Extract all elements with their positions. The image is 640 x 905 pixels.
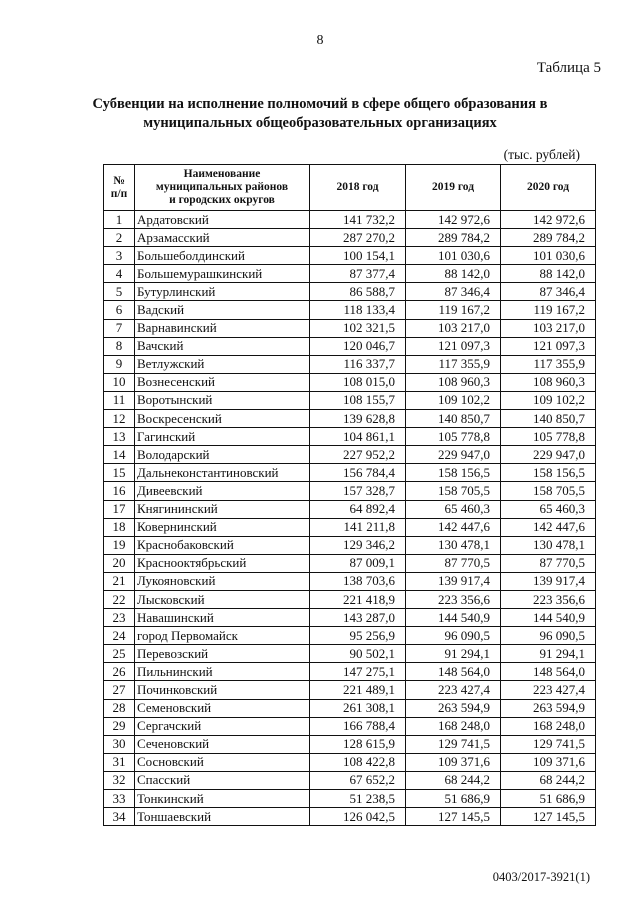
table-row <box>104 808 596 826</box>
value-2019-cell: 65 460,3 <box>406 500 501 518</box>
value-2020-cell: 87 770,5 <box>501 554 596 572</box>
value-2019-cell: 289 784,2 <box>406 229 501 247</box>
value-2020-cell: 121 097,3 <box>501 337 596 355</box>
table-label: Таблица 5 <box>536 60 601 76</box>
row-number-cell: 3 <box>104 247 135 265</box>
table-row <box>104 283 596 301</box>
value-2018-cell: 166 788,4 <box>310 717 406 735</box>
value-2019-cell: 223 427,4 <box>406 681 501 699</box>
table-header-row <box>104 165 596 211</box>
value-2020-cell: 229 947,0 <box>501 446 596 464</box>
units-label: (тыс. рублей) <box>503 147 580 162</box>
row-number-cell: 23 <box>104 609 135 627</box>
district-name-cell: Перевозский <box>135 645 310 663</box>
table-row <box>104 500 596 518</box>
table-row <box>104 428 596 446</box>
value-2019-cell: 109 102,2 <box>406 391 501 409</box>
row-number-cell: 31 <box>104 753 135 771</box>
district-name-cell: Воротынский <box>135 391 310 409</box>
district-name-cell: Ковернинский <box>135 518 310 536</box>
value-2020-cell: 91 294,1 <box>501 645 596 663</box>
district-name-cell: Лысковский <box>135 590 310 608</box>
value-2018-cell: 104 861,1 <box>310 428 406 446</box>
table-row <box>104 753 596 771</box>
value-2018-cell: 221 418,9 <box>310 590 406 608</box>
value-2018-cell: 108 155,7 <box>310 391 406 409</box>
row-number-cell: 28 <box>104 699 135 717</box>
value-2019-cell: 263 594,9 <box>406 699 501 717</box>
value-2020-cell: 51 686,9 <box>501 790 596 808</box>
table-row <box>104 265 596 283</box>
value-2019-cell: 148 564,0 <box>406 663 501 681</box>
page-number: 8 <box>316 33 324 48</box>
row-number-cell: 8 <box>104 337 135 355</box>
district-name-cell: Тоншаевский <box>135 808 310 826</box>
table-row <box>104 536 596 554</box>
value-2019-cell: 142 447,6 <box>406 518 501 536</box>
district-name-cell: Арзамасский <box>135 229 310 247</box>
row-number-cell: 12 <box>104 410 135 428</box>
header-2020: 2020 год <box>501 165 596 211</box>
value-2018-cell: 221 489,1 <box>310 681 406 699</box>
district-name-cell: Варнавинский <box>135 319 310 337</box>
value-2018-cell: 95 256,9 <box>310 627 406 645</box>
row-number-cell: 24 <box>104 627 135 645</box>
table-row <box>104 735 596 753</box>
row-number-cell: 9 <box>104 355 135 373</box>
table-row <box>104 373 596 391</box>
value-2020-cell: 127 145,5 <box>501 808 596 826</box>
value-2018-cell: 86 588,7 <box>310 283 406 301</box>
row-number-cell: 10 <box>104 373 135 391</box>
value-2018-cell: 64 892,4 <box>310 500 406 518</box>
value-2020-cell: 142 447,6 <box>501 518 596 536</box>
row-number-cell: 15 <box>104 464 135 482</box>
value-2019-cell: 127 145,5 <box>406 808 501 826</box>
value-2018-cell: 120 046,7 <box>310 337 406 355</box>
value-2019-cell: 87 346,4 <box>406 283 501 301</box>
row-number-cell: 11 <box>104 391 135 409</box>
value-2020-cell: 129 741,5 <box>501 735 596 753</box>
row-number-cell: 14 <box>104 446 135 464</box>
district-name-cell: Краснобаковский <box>135 536 310 554</box>
district-name-cell: Гагинский <box>135 428 310 446</box>
value-2018-cell: 141 732,2 <box>310 211 406 229</box>
district-name-cell: Сергачский <box>135 717 310 735</box>
value-2019-cell: 142 972,6 <box>406 211 501 229</box>
value-2018-cell: 116 337,7 <box>310 355 406 373</box>
table-row <box>104 717 596 735</box>
row-number-cell: 7 <box>104 319 135 337</box>
value-2020-cell: 109 371,6 <box>501 753 596 771</box>
value-2020-cell: 88 142,0 <box>501 265 596 283</box>
table-row <box>104 645 596 663</box>
header-num-line-2: п/п <box>110 187 128 200</box>
value-2020-cell: 158 705,5 <box>501 482 596 500</box>
district-name-cell: Бутурлинский <box>135 283 310 301</box>
value-2019-cell: 168 248,0 <box>406 717 501 735</box>
table-row <box>104 627 596 645</box>
row-number-cell: 17 <box>104 500 135 518</box>
value-2018-cell: 138 703,6 <box>310 572 406 590</box>
table-row <box>104 699 596 717</box>
header-2018: 2018 год <box>310 165 406 211</box>
value-2020-cell: 158 156,5 <box>501 464 596 482</box>
value-2020-cell: 223 356,6 <box>501 590 596 608</box>
value-2018-cell: 67 652,2 <box>310 771 406 789</box>
district-name-cell: Вадский <box>135 301 310 319</box>
district-name-cell: город Первомайск <box>135 627 310 645</box>
value-2018-cell: 139 628,8 <box>310 410 406 428</box>
row-number-cell: 1 <box>104 211 135 229</box>
district-name-cell: Навашинский <box>135 609 310 627</box>
row-number-cell: 33 <box>104 790 135 808</box>
row-number-cell: 4 <box>104 265 135 283</box>
value-2018-cell: 108 422,8 <box>310 753 406 771</box>
value-2018-cell: 87 377,4 <box>310 265 406 283</box>
value-2020-cell: 263 594,9 <box>501 699 596 717</box>
value-2020-cell: 108 960,3 <box>501 373 596 391</box>
value-2019-cell: 158 156,5 <box>406 464 501 482</box>
row-number-cell: 21 <box>104 572 135 590</box>
district-name-cell: Володарский <box>135 446 310 464</box>
district-name-cell: Ветлужский <box>135 355 310 373</box>
value-2019-cell: 96 090,5 <box>406 627 501 645</box>
value-2018-cell: 227 952,2 <box>310 446 406 464</box>
district-name-cell: Лукояновский <box>135 572 310 590</box>
value-2018-cell: 147 275,1 <box>310 663 406 681</box>
value-2018-cell: 129 346,2 <box>310 536 406 554</box>
table-row <box>104 681 596 699</box>
district-name-cell: Пильнинский <box>135 663 310 681</box>
table-row <box>104 790 596 808</box>
value-2018-cell: 287 270,2 <box>310 229 406 247</box>
table-row <box>104 391 596 409</box>
value-2019-cell: 87 770,5 <box>406 554 501 572</box>
value-2020-cell: 148 564,0 <box>501 663 596 681</box>
subsidy-table <box>103 164 596 826</box>
table-row <box>104 229 596 247</box>
table-row <box>104 301 596 319</box>
row-number-cell: 19 <box>104 536 135 554</box>
document-title-line-1: Субвенции на исполнение полномочий в сфере общего образования в <box>92 96 548 112</box>
value-2019-cell: 109 371,6 <box>406 753 501 771</box>
value-2019-cell: 121 097,3 <box>406 337 501 355</box>
district-name-cell: Большемурашкинский <box>135 265 310 283</box>
district-name-cell: Спасский <box>135 771 310 789</box>
value-2020-cell: 144 540,9 <box>501 609 596 627</box>
table-row <box>104 771 596 789</box>
district-name-cell: Большеболдинский <box>135 247 310 265</box>
value-2019-cell: 144 540,9 <box>406 609 501 627</box>
document-title-line-2: муниципальных общеобразовательных организациях <box>143 115 497 131</box>
value-2020-cell: 130 478,1 <box>501 536 596 554</box>
table-body <box>104 211 596 826</box>
table-row <box>104 337 596 355</box>
value-2018-cell: 87 009,1 <box>310 554 406 572</box>
table-row <box>104 319 596 337</box>
header-name <box>135 165 310 211</box>
header-name-line-3: и городских округов <box>169 194 275 206</box>
table-row <box>104 446 596 464</box>
row-number-cell: 30 <box>104 735 135 753</box>
district-name-cell: Сосновский <box>135 753 310 771</box>
table-row <box>104 554 596 572</box>
value-2019-cell: 130 478,1 <box>406 536 501 554</box>
row-number-cell: 32 <box>104 771 135 789</box>
district-name-cell: Вачский <box>135 337 310 355</box>
value-2019-cell: 108 960,3 <box>406 373 501 391</box>
value-2019-cell: 129 741,5 <box>406 735 501 753</box>
district-name-cell: Краснооктябрьский <box>135 554 310 572</box>
row-number-cell: 6 <box>104 301 135 319</box>
table-row <box>104 355 596 373</box>
table-row <box>104 482 596 500</box>
value-2018-cell: 51 238,5 <box>310 790 406 808</box>
value-2019-cell: 140 850,7 <box>406 410 501 428</box>
value-2018-cell: 118 133,4 <box>310 301 406 319</box>
value-2019-cell: 91 294,1 <box>406 645 501 663</box>
value-2020-cell: 87 346,4 <box>501 283 596 301</box>
value-2019-cell: 101 030,6 <box>406 247 501 265</box>
value-2020-cell: 68 244,2 <box>501 771 596 789</box>
header-name-line-2: муниципальных районов <box>155 181 289 193</box>
district-name-cell: Дальнеконстантиновский <box>135 464 310 482</box>
table-row <box>104 410 596 428</box>
value-2019-cell: 119 167,2 <box>406 301 501 319</box>
value-2020-cell: 105 778,8 <box>501 428 596 446</box>
value-2018-cell: 141 211,8 <box>310 518 406 536</box>
value-2018-cell: 128 615,9 <box>310 735 406 753</box>
district-name-cell: Починковский <box>135 681 310 699</box>
district-name-cell: Ардатовский <box>135 211 310 229</box>
row-number-cell: 25 <box>104 645 135 663</box>
value-2019-cell: 68 244,2 <box>406 771 501 789</box>
value-2018-cell: 100 154,1 <box>310 247 406 265</box>
table-row <box>104 572 596 590</box>
district-name-cell: Дивеевский <box>135 482 310 500</box>
table-row <box>104 464 596 482</box>
value-2019-cell: 105 778,8 <box>406 428 501 446</box>
value-2018-cell: 143 287,0 <box>310 609 406 627</box>
district-name-cell: Сеченовский <box>135 735 310 753</box>
district-name-cell: Вознесенский <box>135 373 310 391</box>
value-2018-cell: 90 502,1 <box>310 645 406 663</box>
value-2020-cell: 103 217,0 <box>501 319 596 337</box>
value-2020-cell: 96 090,5 <box>501 627 596 645</box>
row-number-cell: 13 <box>104 428 135 446</box>
table-row <box>104 663 596 681</box>
row-number-cell: 22 <box>104 590 135 608</box>
header-2019: 2019 год <box>406 165 501 211</box>
value-2020-cell: 140 850,7 <box>501 410 596 428</box>
value-2019-cell: 229 947,0 <box>406 446 501 464</box>
district-name-cell: Княгининский <box>135 500 310 518</box>
value-2020-cell: 119 167,2 <box>501 301 596 319</box>
document-title <box>60 95 580 133</box>
table-row <box>104 518 596 536</box>
value-2018-cell: 157 328,7 <box>310 482 406 500</box>
value-2019-cell: 88 142,0 <box>406 265 501 283</box>
value-2019-cell: 223 356,6 <box>406 590 501 608</box>
value-2020-cell: 223 427,4 <box>501 681 596 699</box>
value-2020-cell: 289 784,2 <box>501 229 596 247</box>
row-number-cell: 16 <box>104 482 135 500</box>
table-row <box>104 590 596 608</box>
value-2018-cell: 108 015,0 <box>310 373 406 391</box>
value-2019-cell: 158 705,5 <box>406 482 501 500</box>
table-row <box>104 211 596 229</box>
district-name-cell: Тонкинский <box>135 790 310 808</box>
value-2019-cell: 139 917,4 <box>406 572 501 590</box>
value-2019-cell: 117 355,9 <box>406 355 501 373</box>
value-2019-cell: 51 686,9 <box>406 790 501 808</box>
value-2020-cell: 168 248,0 <box>501 717 596 735</box>
row-number-cell: 27 <box>104 681 135 699</box>
value-2020-cell: 65 460,3 <box>501 500 596 518</box>
row-number-cell: 5 <box>104 283 135 301</box>
document-code: 0403/2017-3921(1) <box>492 870 590 884</box>
row-number-cell: 20 <box>104 554 135 572</box>
district-name-cell: Воскресенский <box>135 410 310 428</box>
row-number-cell: 29 <box>104 717 135 735</box>
value-2020-cell: 109 102,2 <box>501 391 596 409</box>
value-2018-cell: 102 321,5 <box>310 319 406 337</box>
row-number-cell: 34 <box>104 808 135 826</box>
header-name-line-1: Наименование <box>183 168 261 180</box>
row-number-cell: 26 <box>104 663 135 681</box>
row-number-cell: 18 <box>104 518 135 536</box>
table-row <box>104 609 596 627</box>
value-2020-cell: 117 355,9 <box>501 355 596 373</box>
value-2018-cell: 261 308,1 <box>310 699 406 717</box>
value-2018-cell: 126 042,5 <box>310 808 406 826</box>
value-2020-cell: 139 917,4 <box>501 572 596 590</box>
value-2019-cell: 103 217,0 <box>406 319 501 337</box>
value-2020-cell: 142 972,6 <box>501 211 596 229</box>
table-row <box>104 247 596 265</box>
header-num <box>104 165 135 211</box>
value-2018-cell: 156 784,4 <box>310 464 406 482</box>
row-number-cell: 2 <box>104 229 135 247</box>
header-num-line-1: № <box>113 174 125 187</box>
value-2020-cell: 101 030,6 <box>501 247 596 265</box>
district-name-cell: Семеновский <box>135 699 310 717</box>
